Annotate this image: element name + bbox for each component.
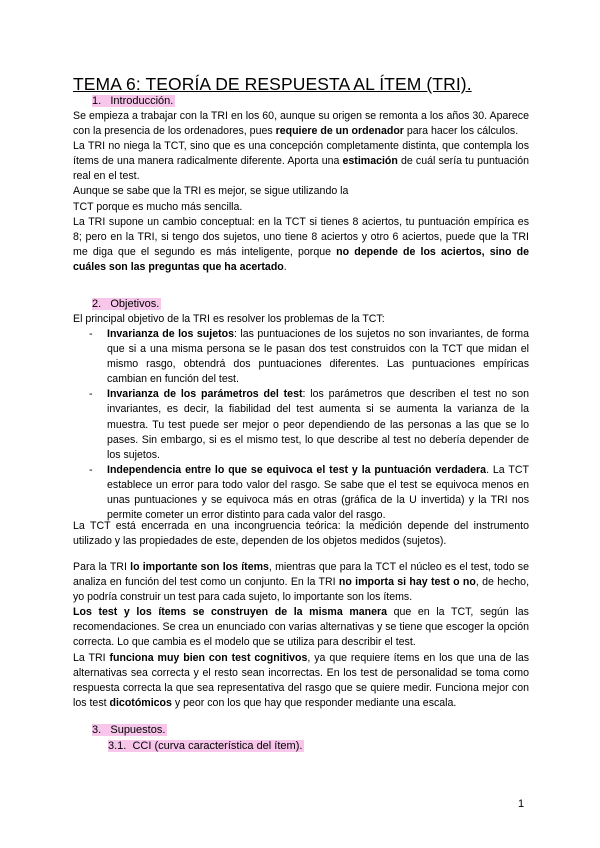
list-item: - Independencia entre lo que se equivoca el test y la puntuación verdadera. La TCT establece un error para todo valor del rasgo. Se sabe que el test se equivoca menos en unas puntuaciones y se equivoca más en otras (gráfica de la U invertida) y la TRI nos permite cometer un error distinto para cada valor del rasgo. xyxy=(89,463,529,522)
section-1-heading xyxy=(92,94,175,108)
page-title: TEMA 6: TEORÍA DE RESPUESTA AL ÍTEM (TRI). xyxy=(73,74,472,94)
paragraph: La TRI no niega la TCT, sino que es una concepción completamente distinta, que contempla los ítems de una manera radicalmente diferente. Aporta una estimación de cuál sería tu puntuación real en el test. xyxy=(73,140,529,183)
section-1-body xyxy=(73,109,529,275)
section-3-number: 3. xyxy=(92,724,102,736)
paragraph: Aunque se sabe que la TRI es mejor, se sigue utilizando la TCT porque es mucho más sencilla. xyxy=(73,185,349,213)
paragraph: Para la TRI lo importante son los ítems, mientras que para la TCT el núcleo es el test, todo se analiza en función del test como un conjunto. En la TRI no importa si hay test o no, de hecho, yo podría construir un test para cada sujeto, lo importante son los ítems. xyxy=(73,561,530,604)
section-2-number: 2. xyxy=(92,298,102,310)
section-2-heading xyxy=(92,297,161,311)
paragraph: La TRI supone un cambio conceptual: en la TCT si tienes 8 aciertos, tu puntuación empírica es 8; pero en la TRI, si tengo dos sujetos, uno tiene 8 aciertos y otro 6 aciertos, puede que la TRI me diga que el segundo es más inteligente, porque no depende de los aciertos, sino de cuáles son las preguntas que ha acertado. xyxy=(73,215,530,273)
page-number: 1 xyxy=(518,798,525,810)
section-2-after-list xyxy=(73,519,529,549)
paragraph: Se empieza a trabajar con la TRI en los 60, aunque su origen se remonta a los años 30. Aparece con la presencia de los ordenadores, pues requiere de un ordenador para hacer los cálculos. xyxy=(73,110,529,138)
subsection-3-1-heading xyxy=(108,739,304,753)
subsection-3-1-number: 3.1. xyxy=(108,740,127,752)
section-1-label: Introducción. xyxy=(110,95,174,107)
list-item: - Invarianza de los parámetros del test: los parámetros que describen el test no son invariantes, es decir, la fiabilidad del test aumenta si se aumenta la varianza de la muestra. Tu test puede ser mejor o peor dependiendo de las personas a las que se lo pases. Sin embargo, si es el mismo test, lo que describe al test no debería depender de los sujetos. xyxy=(89,388,529,461)
section-3-label: Supuestos. xyxy=(110,724,166,736)
subsection-3-1-label: CCI (curva característica del ítem). xyxy=(132,740,303,752)
section-2-label: Objetivos. xyxy=(110,298,160,310)
list-item: - Invarianza de los sujetos: las puntuaciones de los sujetos no son invariantes, de forma que si a una misma persona se le pasan dos test construidos con la TCT que midan el mismo rasgo, obtendrá dos puntuaciones diferentes. Las puntuaciones empíricas cambian en función del test. xyxy=(89,328,529,386)
paragraph: La TCT está encerrada en una incongruencia teórica: la medición depende del instrumento utilizado y las propiedades de este, dependen de los objetos medidos (sujetos). xyxy=(73,520,529,548)
paragraph: La TRI funciona muy bien con test cognitivos, ya que requiere ítems en los que una de las alternativas sea correcta y el resto sean incorrectas. En los test de personalidad se toma como respuesta correcta la que sea representativa del rasgo que se quiere medir. Funciona mejor con los test dicotómicos y peor con los que hay que responder mediante una escala. xyxy=(73,651,530,709)
objectives-list xyxy=(73,327,529,523)
section-2-body xyxy=(73,560,529,711)
paragraph: Los test y los ítems se construyen de la misma manera que en la TCT, según las recomendaciones. Se crea un enunciado con varias alternativas y se tiene que escoger la opción correcta. Lo que cambia es el modelo que se utiliza para describir el test. xyxy=(73,606,529,649)
section-3-heading xyxy=(92,723,167,737)
section-1-number: 1. xyxy=(92,95,102,107)
section-2-intro: El principal objetivo de la TRI es resolver los problemas de la TCT: xyxy=(73,313,385,325)
